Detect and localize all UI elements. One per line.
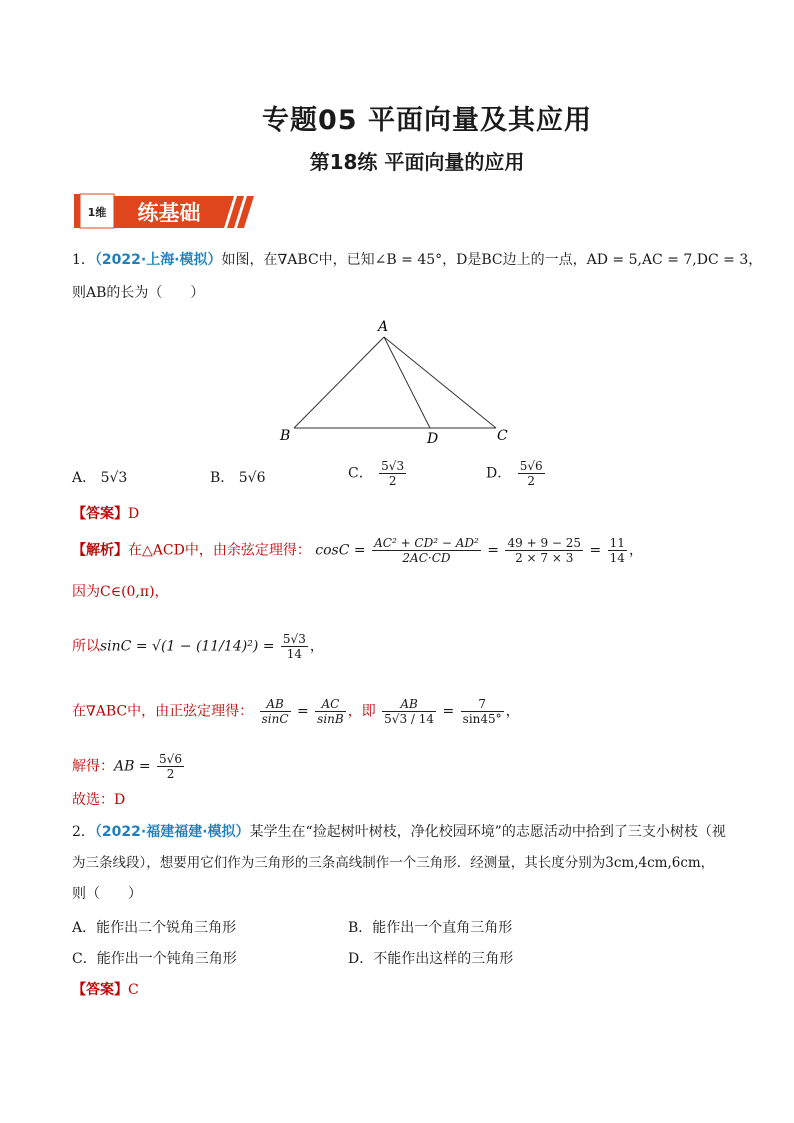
q1-number: 1． xyxy=(72,252,95,268)
q2-answer: 【答案】C xyxy=(72,982,139,998)
q1-option-a[interactable]: A． 5√3 xyxy=(72,470,128,486)
q1-analysis-line3: 所以sinC = √(1 − (11/14)²) = $\frac{5√3}{14}$ ， xyxy=(72,632,324,661)
q1-analysis-line5: 解得：AB = $\frac{5√6}{2}$ xyxy=(72,752,182,781)
q2-option-d[interactable]: D．不能作出这样的三角形 xyxy=(348,951,514,967)
q1-option-b[interactable]: B． 5√6 xyxy=(210,470,266,486)
q1-analysis-line2: 因为C∈(0,π)， xyxy=(72,584,169,600)
vertex-label-d: D xyxy=(427,431,439,447)
q2-stem-line3: 则（ ） xyxy=(72,886,142,902)
q2-stem-line2: 为三条线段），想要用它们作为三角形的三条高线制作一个三角形．经测量，其长度分别为3cm,4cm,6cm， xyxy=(72,855,715,871)
q1-source: （2022·上海·模拟） xyxy=(94,252,222,268)
q1-option-d[interactable]: D． $\frac{5√6}{2}$ xyxy=(486,459,543,488)
q1-analysis-line1: 【解析】在△ACD中，由余弦定理得： cosC = $\frac{\text{AC² + CD² − AD²}}{2AC\cdot CD}$ = $\frac{49 + 9 - 25}{2 \times 7 \times 3}$ = $\frac{11}{14}$ ， xyxy=(72,536,643,565)
vertex-label-c: C xyxy=(497,428,508,444)
page-title: 专题05 平面向量及其应用 xyxy=(262,105,592,136)
q2-option-c[interactable]: C．能作出一个钝角三角形 xyxy=(72,951,237,967)
q1-conclusion: 故选：D xyxy=(72,792,126,808)
q2-stem-line1: 2．（2022·福建福建·模拟）某学生在“捡起树叶树枝，净化校园环境”的志愿活动中拾到了三支小树枝（视 xyxy=(72,824,726,840)
q1-answer: 【答案】D xyxy=(72,506,140,522)
page-subtitle: 第18练 平面向量的应用 xyxy=(309,150,525,174)
q2-option-a[interactable]: A．能作出二个锐角三角形 xyxy=(72,920,237,936)
q1-stem-line1 xyxy=(72,250,762,270)
banner-badge: 1维 xyxy=(87,206,107,219)
q1-analysis-line4: 在∇ABC中，由正弦定理得： $\frac{AB}{\sin C}$ = $\frac{AC}{\sin B}$ ，即 $\frac{AB}{5√3 / 14}$ = $\frac{7}{\sin 45^\circ}$ ， xyxy=(72,697,520,726)
q2-option-b[interactable]: B．能作出一个直角三角形 xyxy=(348,920,513,936)
q1-text1: 如图，在∇ABC中，已知∠B = 45°，D是BC边上的一点，AD = 5,AC = 7,DC = 3， xyxy=(221,252,763,268)
q2-source: （2022·福建福建·模拟） xyxy=(94,824,250,840)
vertex-label-b: B xyxy=(280,428,291,444)
triangle-figure xyxy=(270,312,530,447)
banner-label: 练基础 xyxy=(137,201,201,225)
section-banner xyxy=(74,190,264,232)
q1-stem-line2: 则AB的长为（ ） xyxy=(72,285,205,301)
q1-option-c[interactable]: C． $\frac{5√3}{2}$ xyxy=(348,459,405,488)
vertex-label-a: A xyxy=(378,319,389,335)
